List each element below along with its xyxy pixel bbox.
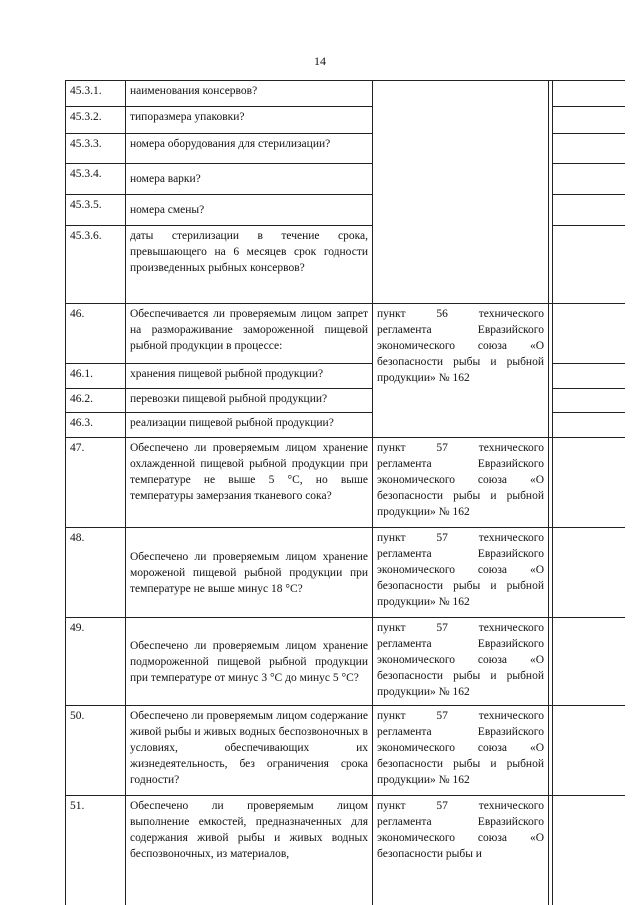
- question-text: Обеспечено ли проверяемым лицом выполнение емкостей, предназначенных для содержания живой рыбы и живых водных беспозвоночных, из материалов,: [126, 796, 373, 905]
- table-row: [66, 618, 626, 706]
- regulation-reference: пункт 56 технического регламента Евразийского экономического союза «О безопасности рыбы и рыбной продукции» № 162: [373, 304, 549, 438]
- row-number: 48.: [66, 528, 126, 618]
- question-text: Обеспечено ли проверяемым лицом содержание живой рыбы и живых водных беспозвоночных в условиях, обеспечивающих их жизнедеятельность, без ограничения срока годности?: [126, 706, 373, 796]
- regulation-reference: пункт 57 технического регламента Евразийского экономического союза «О безопасности рыбы и рыбной продукции» № 162: [373, 438, 549, 528]
- question-text: хранения пищевой рыбной продукции?: [126, 364, 373, 389]
- row-number: 49.: [66, 618, 126, 706]
- note-cell: [553, 364, 626, 389]
- checklist-table: [65, 80, 625, 905]
- question-text: Обеспечено ли проверяемым лицом хранение подмороженной пищевой рыбной продукции при температуре от минус 3 °С до минус 5 °С?: [126, 618, 373, 706]
- note-cell: [553, 81, 626, 107]
- question-text: наименования консервов?: [126, 81, 373, 107]
- row-number: 46.2.: [66, 389, 126, 413]
- note-cell: [553, 438, 626, 528]
- page-number: 14: [314, 54, 326, 68]
- question-text: номера смены?: [126, 195, 373, 226]
- table-row: [66, 81, 626, 107]
- regulation-reference: пункт 57 технического регламента Евразийского экономического союза «О безопасности рыбы и рыбной продукции» № 162: [373, 706, 549, 796]
- row-number: 46.3.: [66, 413, 126, 438]
- regulation-reference: пункт 57 технического регламента Евразийского экономического союза «О безопасности рыбы и: [373, 796, 549, 905]
- row-number: 45.3.3.: [66, 134, 126, 164]
- reference-cell-empty: [373, 81, 549, 304]
- row-number: 45.3.5.: [66, 195, 126, 226]
- note-cell: [553, 226, 626, 304]
- question-text: Обеспечено ли проверяемым лицом хранение охлажденной пищевой рыбной продукции при температуре не выше 5 °С, но выше температуры замерзания тканевого сока?: [126, 438, 373, 528]
- note-cell: [553, 107, 626, 134]
- regulation-reference: пункт 57 технического регламента Евразийского экономического союза «О безопасности рыбы и рыбной продукции» № 162: [373, 528, 549, 618]
- note-cell: [553, 134, 626, 164]
- row-number: 45.3.2.: [66, 107, 126, 134]
- row-number: 45.3.4.: [66, 164, 126, 195]
- question-text: реализации пищевой рыбной продукции?: [126, 413, 373, 438]
- row-number: 45.3.6.: [66, 226, 126, 304]
- note-cell: [553, 413, 626, 438]
- table-row: [66, 304, 626, 364]
- note-cell: [553, 304, 626, 364]
- document-sheet: [65, 80, 625, 905]
- note-cell: [553, 618, 626, 706]
- row-number: 51.: [66, 796, 126, 905]
- note-cell: [553, 796, 626, 905]
- note-cell: [553, 164, 626, 195]
- question-text: номера оборудования для стерилизации?: [126, 134, 373, 164]
- note-cell: [553, 528, 626, 618]
- question-text: даты стерилизации в течение срока, превышающего на 6 месяцев срок годности произведенных рыбных консервов?: [126, 226, 373, 304]
- regulation-reference: пункт 57 технического регламента Евразийского экономического союза «О безопасности рыбы и рыбной продукции» № 162: [373, 618, 549, 706]
- row-number: 45.3.1.: [66, 81, 126, 107]
- question-text: номера варки?: [126, 164, 373, 195]
- table-row: [66, 796, 626, 905]
- question-text: Обеспечено ли проверяемым лицом хранение мороженой пищевой рыбной продукции при температуре не выше минус 18 °С?: [126, 528, 373, 618]
- table-row: [66, 438, 626, 528]
- question-text: Обеспечивается ли проверяемым лицом запрет на размораживание замороженной пищевой рыбной продукции в процессе:: [126, 304, 373, 364]
- table-row: [66, 528, 626, 618]
- note-cell: [553, 195, 626, 226]
- row-number: 46.: [66, 304, 126, 364]
- row-number: 46.1.: [66, 364, 126, 389]
- table-row: [66, 706, 626, 796]
- question-text: перевозки пищевой рыбной продукции?: [126, 389, 373, 413]
- note-cell: [553, 389, 626, 413]
- row-number: 50.: [66, 706, 126, 796]
- row-number: 47.: [66, 438, 126, 528]
- note-cell: [553, 706, 626, 796]
- question-text: типоразмера упаковки?: [126, 107, 373, 134]
